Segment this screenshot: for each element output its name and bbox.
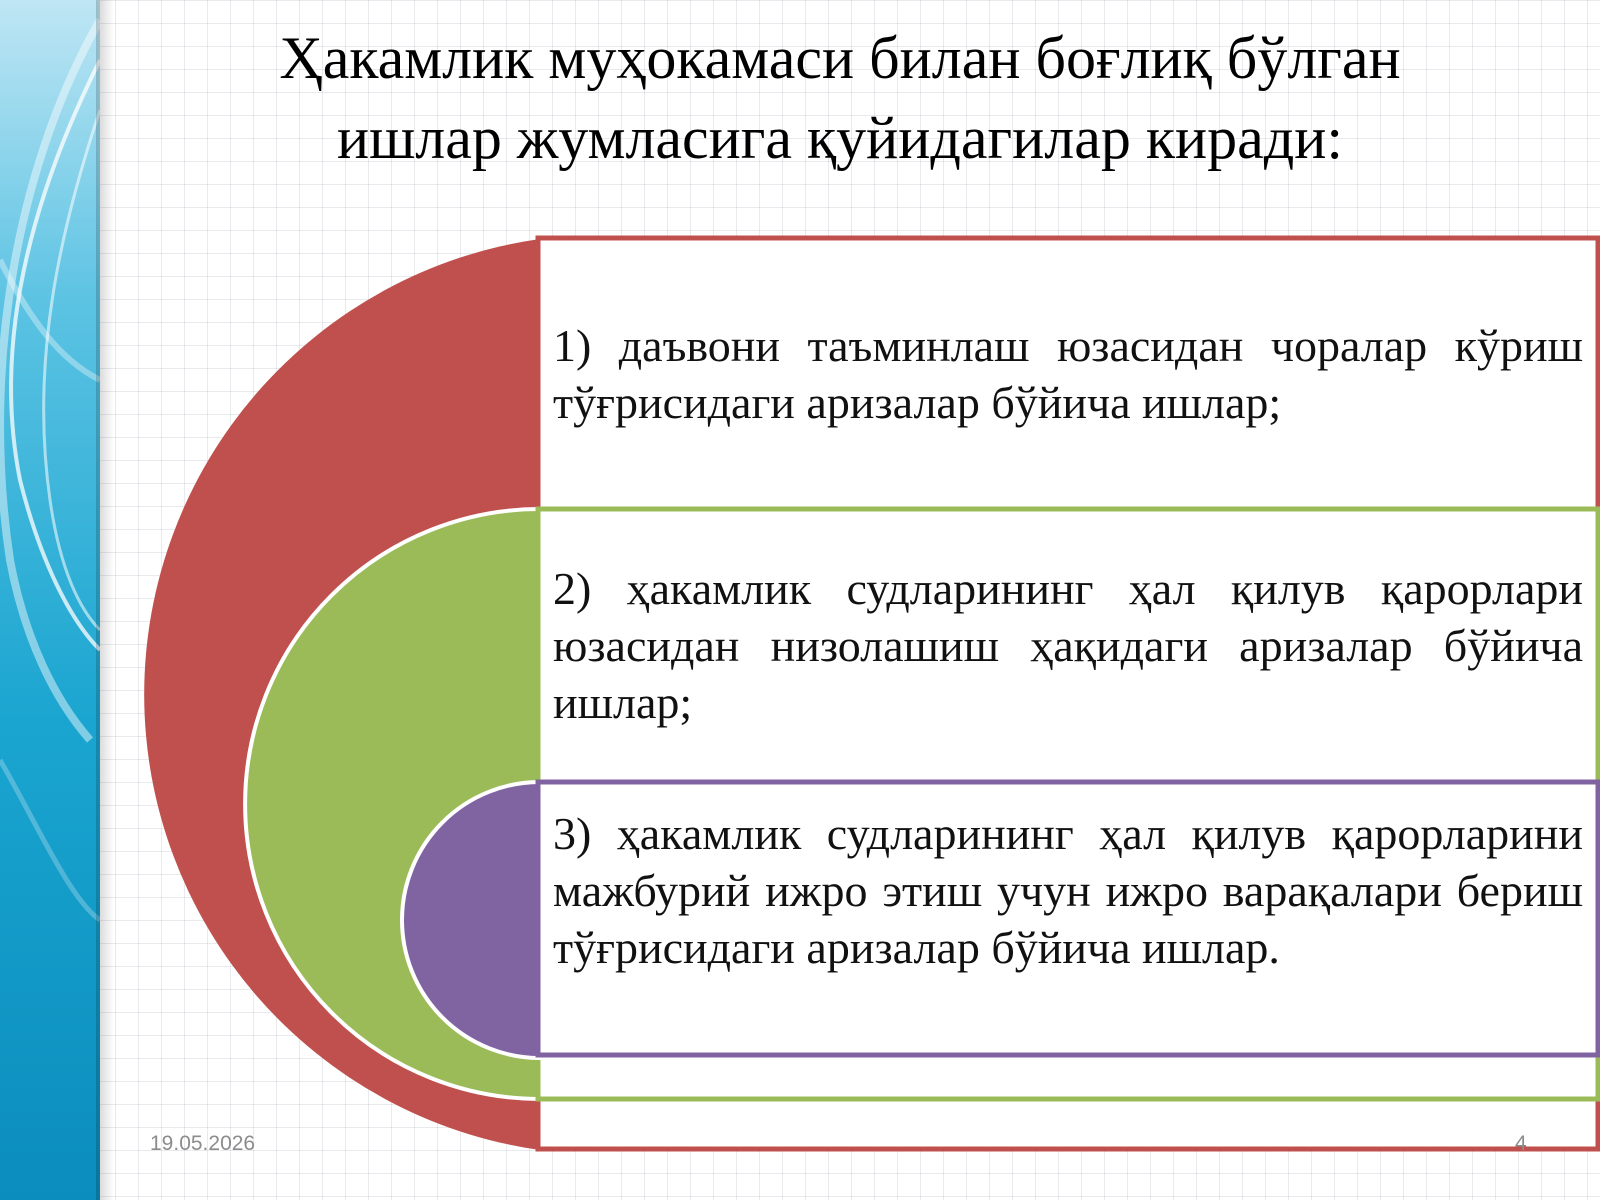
title-line-1: Ҳакамлик муҳокамаси билан боғлиқ бўлган — [279, 25, 1401, 91]
footer-date: 19.05.2026 — [150, 1132, 256, 1155]
footer-page-number: 4 — [1515, 1132, 1527, 1155]
item-3-text: 3) ҳакамлик судларининг ҳал қилув қарорларини мажбурий ижро этиш учун ижро варақалари бериш тўғрисидаги аризалар бўйича ишлар. — [553, 808, 1583, 973]
item-1-text: 1) даъвони таъминлаш юзасидан чоралар кўриш тўғрисидаги аризалар бўйича ишлар; — [553, 320, 1583, 428]
title-line-2: ишлар жумласига қуйидагилар киради: — [336, 105, 1344, 171]
item-2-text: 2) ҳакамлик судларининг ҳал қилув қарорлари юзасидан низолашиш ҳақидаги аризалар бўйича ишлар; — [553, 563, 1583, 728]
